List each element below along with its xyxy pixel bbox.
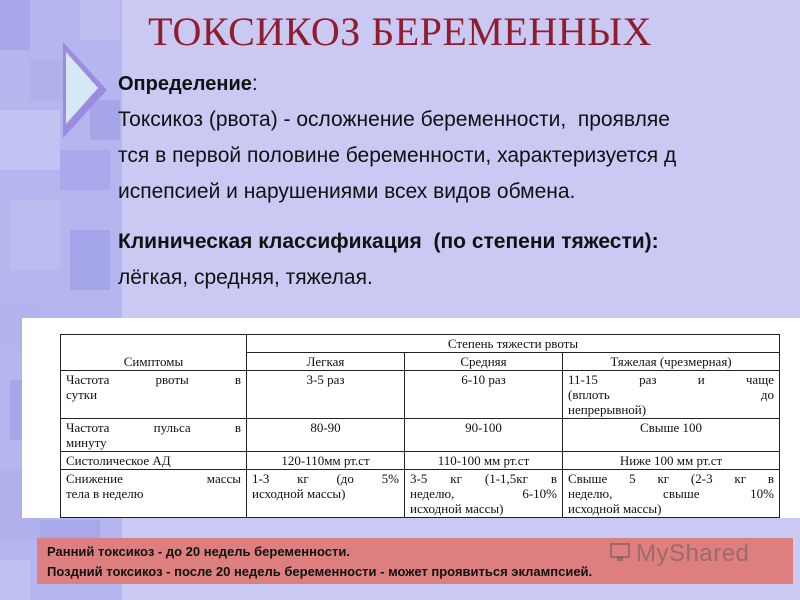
value-cell: [563, 452, 780, 470]
value-line: исходной массы): [252, 486, 346, 501]
definition-colon: :: [251, 72, 258, 95]
symptom-cell: [61, 371, 247, 419]
value-line: 3-5 кг (1-1,5кг в: [410, 471, 557, 486]
table-row: [61, 371, 780, 419]
definition-label: Определение: [118, 73, 252, 95]
value-cell: [405, 419, 563, 452]
watermark-text: MyShared: [636, 540, 750, 567]
value-line: (вплоть до: [568, 387, 774, 402]
decor-block: [70, 230, 110, 290]
value-line: 6-10 раз: [461, 372, 506, 387]
value-line: непрерывной): [568, 402, 647, 417]
severity-group-header: Степень тяжести рвоты: [247, 335, 780, 353]
table-row: [61, 419, 780, 452]
value-line: исходной массы): [410, 501, 504, 516]
symptom-line: Снижение массы: [66, 471, 241, 486]
classification-label: Клиническая классификация (по степени тяжести):: [118, 230, 659, 253]
value-cell: [405, 470, 563, 518]
value-line: 120-110мм рт.ст: [281, 453, 370, 468]
value-line: неделю, 6-10%: [410, 486, 557, 501]
definition-block: [118, 66, 768, 210]
definition-line-3: испепсией и нарушениями всех видов обмена.: [118, 180, 576, 203]
value-line: 80-90: [310, 420, 341, 435]
value-cell: [247, 452, 405, 470]
classification-values: лёгкая, средняя, тяжелая.: [118, 266, 373, 289]
value-line: 3-5 раз: [306, 372, 345, 387]
value-line: Ниже 100 мм рт.ст: [619, 453, 723, 468]
value-cell: [563, 470, 780, 518]
classification-block: [118, 224, 768, 296]
column-header: Средняя: [405, 353, 563, 371]
symptom-line: сутки: [66, 387, 98, 402]
decor-block: [0, 110, 60, 170]
value-line: 1-3 кг (до 5%: [252, 471, 399, 486]
value-cell: [247, 470, 405, 518]
table-header-row-1: [61, 335, 780, 353]
severity-table-panel: [22, 318, 800, 518]
footer-line-2: Поздний токсикоз - после 20 недель беременности - может проявиться эклампсией.: [47, 564, 593, 579]
column-header: Тяжелая (чрезмерная): [563, 353, 780, 371]
symptom-cell: [61, 470, 247, 518]
value-line: 110-100 мм рт.ст: [437, 453, 530, 468]
footer-line-1: Ранний токсикоз - до 20 недель беременности.: [47, 544, 350, 559]
value-cell: [247, 419, 405, 452]
definition-line-1: Токсикоз (рвота) - осложнение беременности, проявляе: [118, 108, 670, 131]
decor-block: [60, 150, 110, 190]
symptom-cell: [61, 419, 247, 452]
page-title: ТОКСИКОЗ БЕРЕМЕННЫХ: [148, 9, 652, 54]
column-header: Легкая: [247, 353, 405, 371]
definition-line-2: тся в первой половине беременности, характеризуется д: [118, 144, 677, 167]
value-cell: [563, 419, 780, 452]
symptom-line: Частота пульса в: [66, 420, 241, 435]
value-line: 90-100: [465, 420, 502, 435]
table-row: [61, 452, 780, 470]
value-line: неделю, свыше 10%: [568, 486, 774, 501]
symptom-line: Частота рвоты в: [66, 372, 241, 387]
symptom-cell: [61, 452, 247, 470]
symptoms-header: Симптомы: [61, 335, 247, 371]
decor-block: [0, 560, 30, 600]
value-line: Свыше 100: [639, 420, 703, 435]
value-cell: [247, 371, 405, 419]
severity-table: [60, 334, 780, 518]
value-line: Свыше 5 кг (2-3 кг в: [568, 471, 774, 486]
symptom-line: тела в неделю: [66, 486, 144, 501]
triangle-inner-decor: [66, 52, 98, 124]
value-cell: [405, 371, 563, 419]
watermark-logo-icon: [608, 540, 632, 564]
decor-block: [10, 200, 60, 270]
table-row: [61, 470, 780, 518]
value-line: исходной массы): [568, 501, 662, 516]
symptom-line: минуту: [66, 435, 107, 450]
value-cell: [405, 452, 563, 470]
value-cell: [563, 371, 780, 419]
symptom-line: Систолическое АД: [66, 453, 171, 468]
value-line: 11-15 раз и чаще: [568, 372, 774, 387]
